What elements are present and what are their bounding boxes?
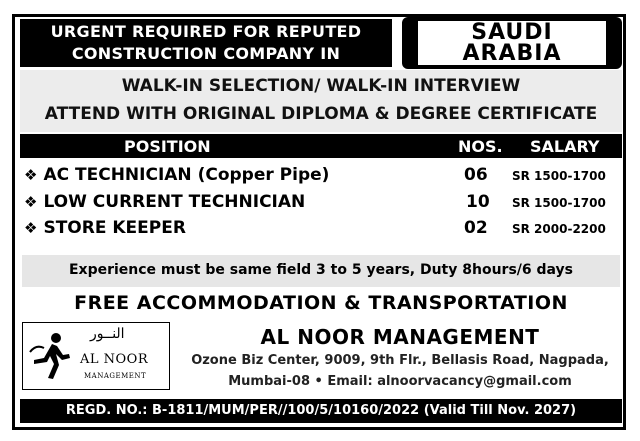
benefits-heading: FREE ACCOMMODATION & TRANSPORTATION <box>74 292 568 314</box>
country-line-1: SAUDI <box>471 20 553 45</box>
nos-header: NOS. <box>458 137 503 156</box>
company-address: Ozone Biz Center, 9009, 9th Flr., Bellasis Road, Nagpada, <box>191 353 609 368</box>
table-row <box>24 192 305 212</box>
registration-number: REGD. NO.: B-1811/MUM/PER//100/5/10160/2022 (Valid Till Nov. 2027) <box>65 403 577 418</box>
position-name: LOW CURRENT TECHNICIAN <box>43 192 306 212</box>
walk-in-heading: WALK-IN SELECTION/ WALK-IN INTERVIEW <box>121 76 521 96</box>
table-row <box>24 165 329 185</box>
position-salary: SR 1500-1700 <box>512 169 606 183</box>
logo-arabic-text: النــور <box>90 326 125 342</box>
diamond-bullet-icon: ❖ <box>24 193 38 211</box>
logo-subtitle: MANAGEMENT <box>84 372 147 380</box>
position-salary: SR 1500-1700 <box>512 196 606 210</box>
runner-logo-icon <box>26 330 76 382</box>
logo-name: AL NOOR <box>80 352 149 367</box>
country-line-2: ARABIA <box>462 41 562 66</box>
company-name: AL NOOR MANAGEMENT <box>260 325 540 349</box>
urgent-line-1: URGENT REQUIRED FOR REPUTED <box>50 22 362 41</box>
position-count: 02 <box>464 218 488 238</box>
position-count: 10 <box>466 192 490 212</box>
position-name: STORE KEEPER <box>43 218 186 238</box>
position-salary: SR 2000-2200 <box>512 222 606 236</box>
certificate-heading: ATTEND WITH ORIGINAL DIPLOMA & DEGREE CERTIFICATE <box>44 104 598 124</box>
position-name: AC TECHNICIAN (Copper Pipe) <box>43 165 330 185</box>
urgent-line-2: CONSTRUCTION COMPANY IN <box>71 44 341 63</box>
company-contact: Mumbai-08 • Email: alnoorvacancy@gmail.com <box>228 374 572 389</box>
diamond-bullet-icon: ❖ <box>24 219 38 237</box>
table-row <box>24 218 186 238</box>
position-header: POSITION <box>124 137 211 156</box>
position-count: 06 <box>464 165 488 185</box>
experience-requirement: Experience must be same field 3 to 5 years, Duty 8hours/6 days <box>68 262 574 278</box>
diamond-bullet-icon: ❖ <box>24 166 38 184</box>
salary-header: SALARY <box>530 137 600 156</box>
